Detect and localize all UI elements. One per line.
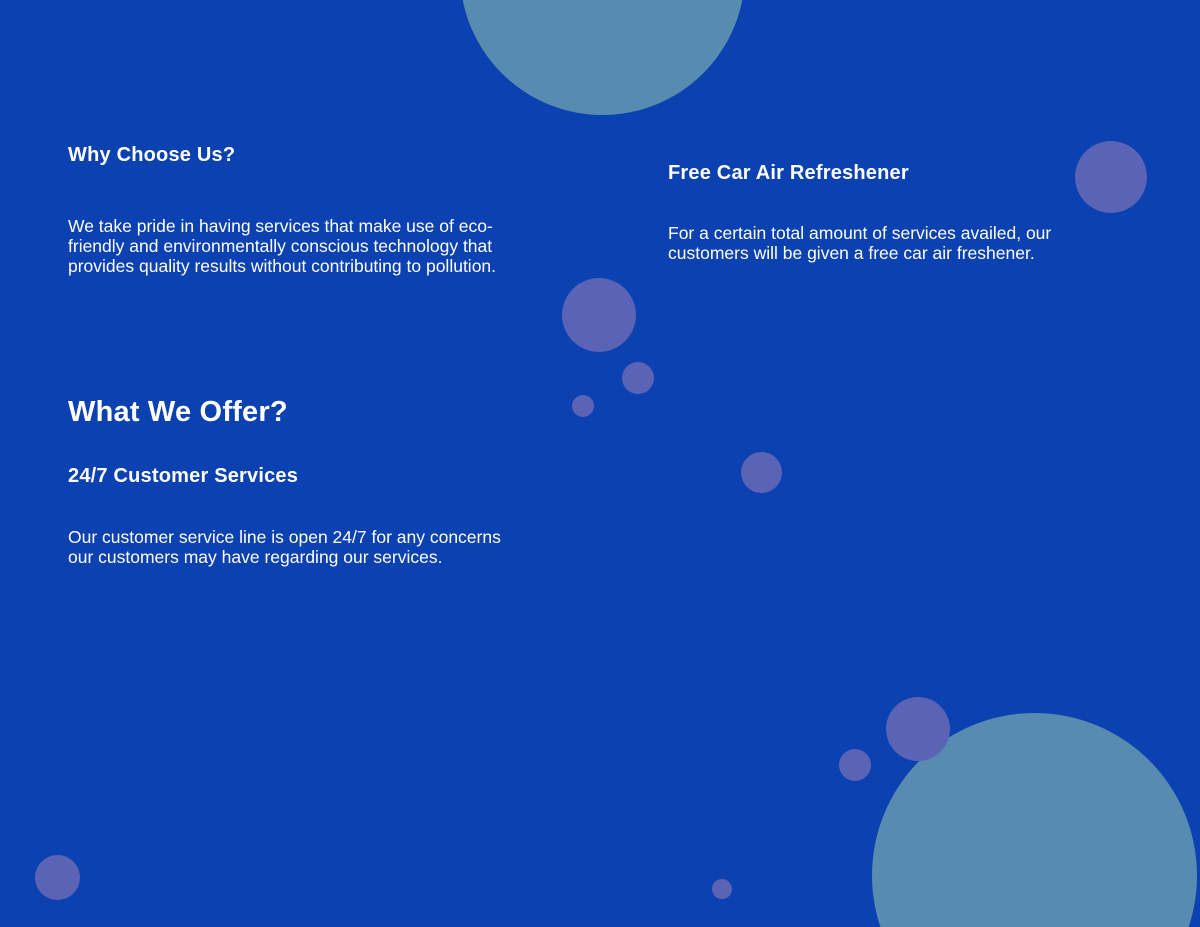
- section-customer-services: [68, 465, 538, 567]
- section-heading-what-we-offer: What We Offer?: [68, 396, 288, 428]
- section-heading-why-choose-us: Why Choose Us?: [68, 144, 236, 166]
- section-body-customer-services: Our customer service line is open 24/7 for any concerns our customers may have regarding our services.: [68, 527, 501, 568]
- section-heading-customer-services: 24/7 Customer Services: [68, 465, 299, 487]
- section-why-choose-us: [68, 144, 538, 276]
- section-body-why-choose-us: We take pride in having services that make use of eco-friendly and environmentally conscious technology that provides quality results without contributing to pollution.: [68, 216, 497, 277]
- section-body-free-car-air-refreshener: For a certain total amount of services availed, our customers will be given a free car air freshener.: [668, 223, 1052, 264]
- section-free-car-air-refreshener: [668, 162, 1138, 263]
- section-heading-free-car-air-refreshener: Free Car Air Refreshener: [668, 162, 909, 184]
- section-what-we-offer: [68, 396, 538, 429]
